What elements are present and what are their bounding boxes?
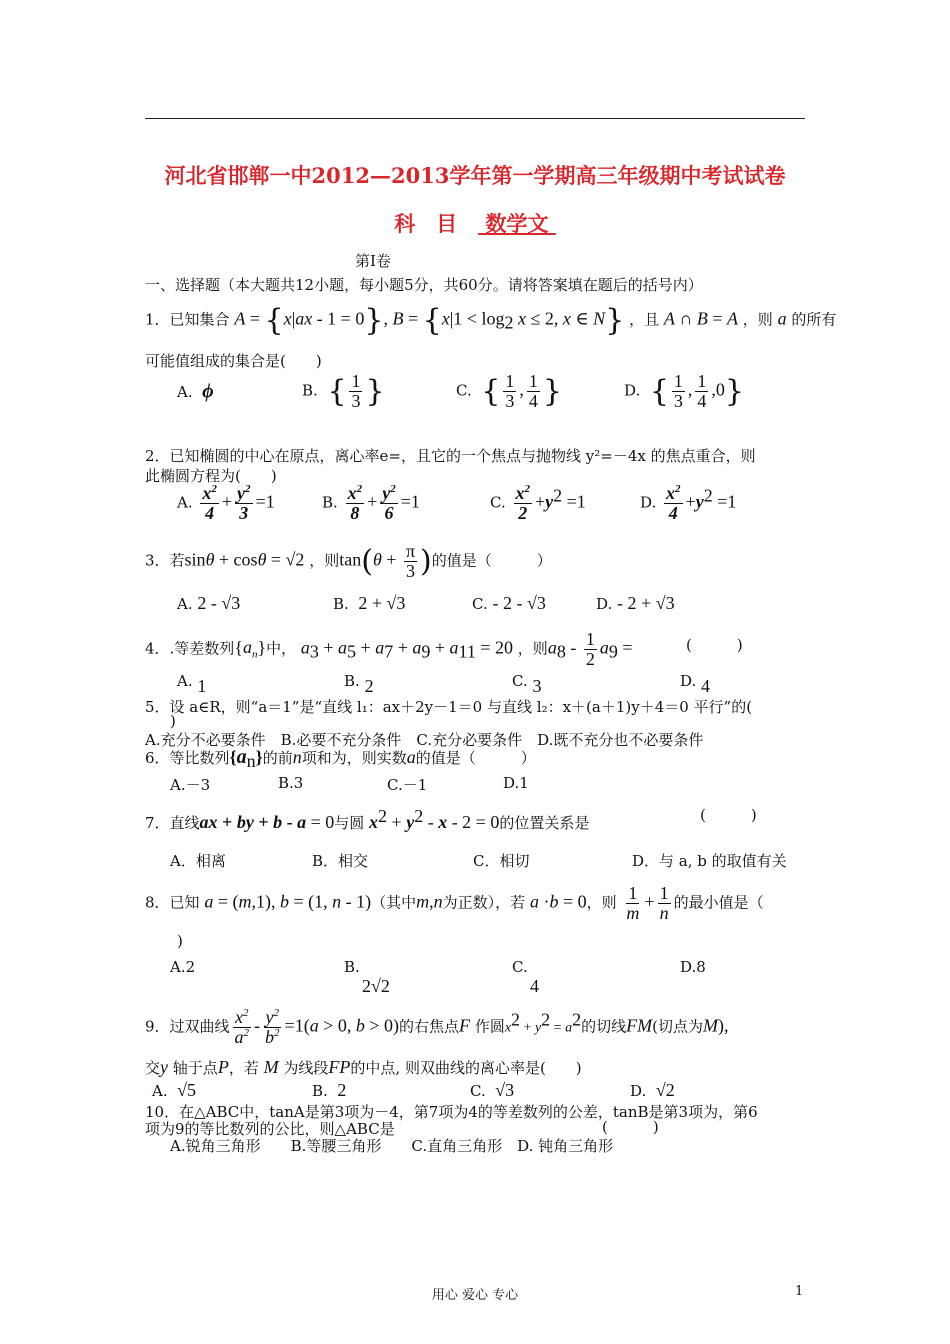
q3-option-c[interactable]: C. - 2 - √3 bbox=[472, 593, 546, 613]
q1-option-a[interactable]: A. ϕ bbox=[177, 380, 214, 402]
question-10-line1: 10．在△ABC中，tanA是第3项为－4，第7项为4的等差数列的公差，tanB是第3项为，第6 bbox=[145, 1103, 758, 1121]
question-3-stem: 3．若sinθ + cosθ = √2 ，则tan(θ + $\frac{\pi}{3}$ )的值是（ ） bbox=[145, 541, 552, 581]
q9-option-b[interactable]: B. 2 bbox=[312, 1080, 347, 1100]
q2-option-c[interactable]: C. $\frac{x^2}{2}$ $+y^2 =1$ bbox=[490, 483, 586, 523]
question-4-stem: 4．.等差数列$\{a_n\}$中， $a_3 + a_5 + a_7 + a_9 + a_{11} = 20$ ，则$a_8$ - $\frac{1}{2}$ $a_9$ = bbox=[145, 629, 633, 669]
question-2-line2: 此椭圆方程为( ) bbox=[145, 467, 277, 485]
q6-option-d[interactable]: D.1 bbox=[503, 774, 529, 792]
q6-option-b[interactable]: B.3 bbox=[278, 774, 304, 792]
q6-option-a[interactable]: A.－3 bbox=[170, 776, 211, 794]
subject-value: 数学文 bbox=[485, 211, 549, 236]
volume-label: 第Ⅰ卷 bbox=[355, 252, 391, 270]
q3-option-b[interactable]: B. 2 + √3 bbox=[333, 593, 406, 613]
header-rule bbox=[145, 118, 805, 119]
q8-option-d[interactable]: D.8 bbox=[680, 958, 706, 976]
q7-option-c[interactable]: C．相切 bbox=[473, 852, 530, 870]
question-10-paren: ( ) bbox=[602, 1118, 659, 1136]
question-5-paren-close: ) bbox=[170, 712, 176, 730]
exam-title: 河北省邯郸一中2012—2013学年第一学期高三年级期中考试试卷 bbox=[164, 163, 786, 188]
q4-option-b[interactable]: B. 2 bbox=[344, 672, 374, 696]
page-number: 1 bbox=[795, 1284, 804, 1299]
q2-option-b[interactable]: B. $\frac{x^2}{8}$ + $\frac{y^2}{6}$ =1 bbox=[322, 483, 420, 523]
q8-option-c[interactable]: C. 4 bbox=[512, 958, 539, 996]
q3-option-a[interactable]: A. 2 - √3 bbox=[177, 593, 241, 613]
question-9-line2: 交y 轴于点P，若 M 为线段FP的中点, 则双曲线的离心率是( ) bbox=[145, 1057, 582, 1077]
question-9-stem: 9．过双曲线 $\frac{x^2}{a^2}$ - $\frac{y^2}{b^2}$ =1(a > 0, b > 0)的右焦点F 作圆$x^2 + y^2 = a^2$的切线FM(切点为M), bbox=[145, 1007, 729, 1047]
q3-option-d[interactable]: D. - 2 + √3 bbox=[596, 593, 675, 613]
q6-option-c[interactable]: C.－1 bbox=[387, 776, 428, 794]
q5-options[interactable]: A.充分不必要条件 B.必要不充分条件 C.充分必要条件 D.既不充分也不必要条件 bbox=[145, 731, 704, 749]
subject-line bbox=[0, 208, 950, 238]
question-7-paren: ( ) bbox=[700, 806, 757, 824]
q7-option-a[interactable]: A．相离 bbox=[170, 852, 226, 870]
footer-slogan: 用心 爱心 专心 bbox=[431, 1288, 519, 1303]
question-1-stem: 1．已知集合 A = {x|ax - 1 = 0}, $B = \{x|1 < \log_2 x \le 2$, x ∈ N} ，且 A ∩ B = A ，则 a 的所有 bbox=[145, 303, 837, 338]
q4-option-c[interactable]: C. 3 bbox=[512, 672, 542, 696]
q8-option-a[interactable]: A.2 bbox=[170, 958, 196, 976]
question-5-line1: 5．设 a∈R，则“a＝1”是“直线 l₁：ax＋2y－1＝0 与直线 l₂：x＋(a＋1)y＋4＝0 平行”的( bbox=[145, 698, 753, 716]
question-8-line2: ) bbox=[177, 932, 183, 950]
q1-option-d[interactable]: D. { $\frac{1}{3}$ , $\frac{1}{4}$ ,0} bbox=[624, 371, 744, 411]
q4-option-d[interactable]: D. 4 bbox=[680, 672, 711, 696]
question-10-line2: 项为9的等比数列的公比，则△ABC是 bbox=[145, 1120, 395, 1138]
question-7-stem: 7．直线ax + by + b - a = 0与圆 $x^2 + y^2 - x - 2 = 0$的位置关系是 bbox=[145, 806, 590, 832]
q7-option-b[interactable]: B．相交 bbox=[312, 852, 369, 870]
question-6-stem: 6．等比数列$\{a_n\}$的前n项和为，则实数a的值是（ ） bbox=[145, 746, 536, 771]
q2-option-a[interactable]: A. $\frac{x^2}{4}$ + $\frac{y^2}{3}$ =1 bbox=[177, 483, 275, 523]
q4-option-a[interactable]: A. 1 bbox=[177, 672, 207, 696]
question-1-line2: 可能值组成的集合是( ) bbox=[145, 352, 322, 370]
section-instructions: 一、选择题（本大题共12小题，每小题5分，共60分。请将答案填在题后的括号内） bbox=[145, 276, 703, 294]
q8-option-b[interactable]: B. 2√2 bbox=[344, 958, 390, 996]
question-8-stem: 8．已知 a = (m,1), b = (1, n - 1)（其中m,n为正数），若 a ·b = 0，则 $\frac{1}{m}$ + $\frac{1}{n}$ 的最小值是（ bbox=[145, 883, 764, 923]
q10-options[interactable]: A.锐角三角形 B.等腰三角形 C.直角三角形 D. 钝角三角形 bbox=[170, 1137, 614, 1155]
q9-option-c[interactable]: C. √3 bbox=[470, 1080, 515, 1100]
subject-label: 科 目 bbox=[394, 211, 479, 236]
question-2-line1: 2．已知椭圆的中心在原点，离心率e=，且它的一个焦点与抛物线 y²=－4x 的焦点重合，则 bbox=[145, 447, 756, 465]
q2-option-d[interactable]: D. $\frac{x^2}{4}$ $+y^2 =1$ bbox=[640, 483, 737, 523]
q7-option-d[interactable]: D．与 a, b 的取值有关 bbox=[632, 852, 787, 870]
q1-option-c[interactable]: C. { $\frac{1}{3}$ , $\frac{1}{4}$ } bbox=[456, 371, 562, 411]
q9-option-a[interactable]: A. √5 bbox=[152, 1080, 197, 1100]
q9-option-d[interactable]: D. √2 bbox=[630, 1080, 675, 1100]
q1-option-b[interactable]: B. { $\frac{1}{3}$ } bbox=[302, 371, 385, 411]
question-4-paren: ( ) bbox=[686, 636, 743, 654]
